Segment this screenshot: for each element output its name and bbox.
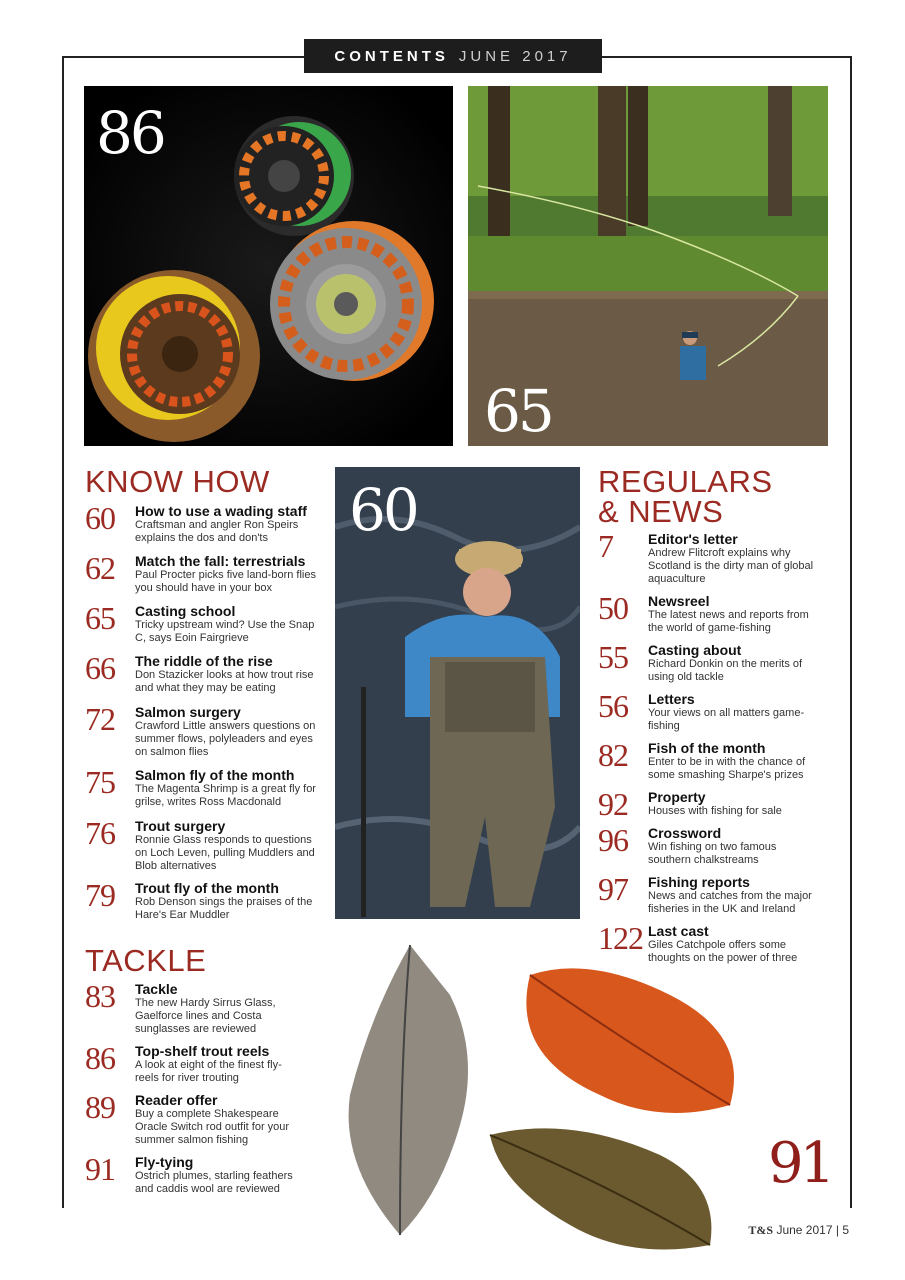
article-desc: A look at eight of the finest fly-reels for river trouting	[135, 1059, 282, 1084]
know-how-item[interactable]	[85, 764, 317, 809]
regulars-item[interactable]	[598, 871, 830, 916]
article-title: Salmon fly of the month	[135, 767, 295, 783]
article-title: Last cast	[648, 923, 709, 939]
feathers-illustration	[330, 935, 750, 1270]
know-how-item[interactable]	[85, 815, 317, 873]
issue-date: JUNE 2017	[458, 47, 572, 65]
regulars-item[interactable]	[598, 737, 826, 782]
regulars-item[interactable]	[598, 920, 820, 965]
regulars-title	[598, 464, 773, 529]
regulars-title-line2: & NEWS	[598, 494, 724, 529]
article-title: Fly-tying	[135, 1154, 194, 1170]
regulars-item[interactable]	[598, 822, 813, 867]
page-number: 65	[85, 600, 115, 636]
page-number: 97	[598, 871, 628, 907]
article-title: Newsreel	[648, 593, 710, 609]
river-page-number: 65	[484, 377, 552, 445]
article-title: Fish of the month	[648, 740, 766, 756]
page-number: 56	[598, 688, 628, 724]
article-desc: The Magenta Shrimp is a great fly for grilse, writes Ross Macdonald	[135, 783, 316, 808]
regulars-item[interactable]	[598, 528, 826, 586]
know-how-item[interactable]	[85, 500, 317, 545]
wader-photo[interactable]	[335, 467, 580, 919]
article-title: Trout fly of the month	[135, 880, 279, 896]
article-title: Trout surgery	[135, 818, 226, 834]
article-desc: Paul Procter picks five land-born flies you should have in your box	[135, 569, 316, 594]
tackle-item[interactable]	[85, 978, 315, 1036]
article-desc: Crawford Little answers questions on summer flows, polyleaders and eyes on salmon flies	[135, 720, 316, 758]
page-number: 66	[85, 650, 115, 686]
article-title: How to use a wading staff	[135, 503, 307, 519]
regulars-item[interactable]	[598, 590, 826, 635]
know-how-item[interactable]	[85, 600, 317, 645]
article-title: Casting about	[648, 642, 742, 658]
page-number: 96	[598, 822, 628, 858]
contents-label: CONTENTS	[334, 47, 449, 65]
know-how-title: KNOW HOW	[85, 464, 270, 499]
page-number: 50	[598, 590, 628, 626]
article-desc: Buy a complete Shakespeare Oracle Switch rod outfit for your summer salmon fishing	[135, 1108, 290, 1146]
article-desc: Win fishing on two famous southern chalkstreams	[648, 841, 777, 866]
page-number: 75	[85, 764, 115, 800]
article-desc: Giles Catchpole offers some thoughts on the power of three	[648, 939, 798, 964]
reels-page-number: 86	[96, 99, 164, 167]
article-title: Match the fall: terrestrials	[135, 553, 306, 569]
article-title: Tackle	[135, 981, 178, 997]
article-desc: The latest news and reports from the world of game-fishing	[648, 609, 809, 634]
page-number: 86	[85, 1040, 115, 1076]
regulars-item[interactable]	[598, 688, 808, 733]
article-desc: Ronnie Glass responds to questions on Loch Leven, pulling Muddlers and Blob alternatives	[135, 834, 315, 872]
article-title: Reader offer	[135, 1092, 218, 1108]
page-number: 122	[598, 920, 643, 956]
article-title: Crossword	[648, 825, 722, 841]
page-number: 7	[598, 528, 613, 564]
brand-logo: T&S	[748, 1223, 774, 1237]
tackle-item[interactable]	[85, 1089, 310, 1147]
page-number: 76	[85, 815, 115, 851]
tackle-title: TACKLE	[85, 943, 207, 978]
article-desc: Houses with fishing for sale	[648, 805, 782, 817]
page-number: 92	[598, 786, 628, 822]
page-number: 60	[85, 500, 115, 536]
article-title: Fishing reports	[648, 874, 750, 890]
contents-header	[304, 39, 602, 73]
footer-issue: June 2017	[776, 1223, 833, 1237]
article-title: Salmon surgery	[135, 704, 241, 720]
wader-page-number: 60	[349, 476, 417, 544]
page-footer	[748, 1223, 849, 1238]
article-title: Casting school	[135, 603, 236, 619]
regulars-item[interactable]	[598, 786, 826, 822]
tackle-item[interactable]	[85, 1040, 295, 1085]
article-desc: Your views on all matters game-fishing	[648, 707, 805, 732]
page-number: 89	[85, 1089, 115, 1125]
article-desc: Andrew Flitcroft explains why Scotland is the dirty man of global aquaculture	[648, 547, 814, 585]
page-number: 91	[85, 1151, 115, 1187]
footer-separator: |	[835, 1223, 843, 1237]
article-desc: Enter to be in with the chance of some smashing Sharpe's prizes	[648, 756, 806, 781]
river-photo[interactable]	[468, 86, 828, 446]
article-desc: Ostrich plumes, starling feathers and caddis wool are reviewed	[135, 1170, 293, 1195]
footer-page-number: 5	[842, 1223, 849, 1237]
article-title: Letters	[648, 691, 695, 707]
article-desc: The new Hardy Sirrus Glass, Gaelforce lines and Costa sunglasses are reviewed	[135, 997, 276, 1035]
feathers-page-number: 91	[768, 1131, 832, 1196]
know-how-item[interactable]	[85, 550, 317, 595]
article-title: Property	[648, 789, 706, 805]
article-desc: Rob Denson sings the praises of the Hare's Ear Muddler	[135, 896, 313, 921]
know-how-item[interactable]	[85, 701, 317, 759]
reels-photo[interactable]	[84, 86, 453, 446]
article-title: Editor's letter	[648, 531, 738, 547]
article-desc: Craftsman and angler Ron Speirs explains the dos and don'ts	[135, 519, 299, 544]
know-how-item[interactable]	[85, 650, 317, 695]
article-desc: News and catches from the major fisheries in the UK and Ireland	[648, 890, 812, 915]
article-desc: Don Stazicker looks at how trout rise and what they may be eating	[135, 669, 314, 694]
page-number: 62	[85, 550, 115, 586]
article-desc: Richard Donkin on the merits of using old tackle	[648, 658, 803, 683]
article-desc: Tricky upstream wind? Use the Snap C, says Eoin Fairgrieve	[135, 619, 315, 644]
page-number: 55	[598, 639, 628, 675]
regulars-title-line1: REGULARS	[598, 464, 773, 499]
article-title: The riddle of the rise	[135, 653, 273, 669]
tackle-item[interactable]	[85, 1151, 310, 1196]
know-how-item[interactable]	[85, 877, 317, 922]
regulars-item[interactable]	[598, 639, 826, 684]
page-number: 83	[85, 978, 115, 1014]
page-number: 79	[85, 877, 115, 913]
page-number: 82	[598, 737, 628, 773]
article-title: Top-shelf trout reels	[135, 1043, 270, 1059]
page-number: 72	[85, 701, 115, 737]
